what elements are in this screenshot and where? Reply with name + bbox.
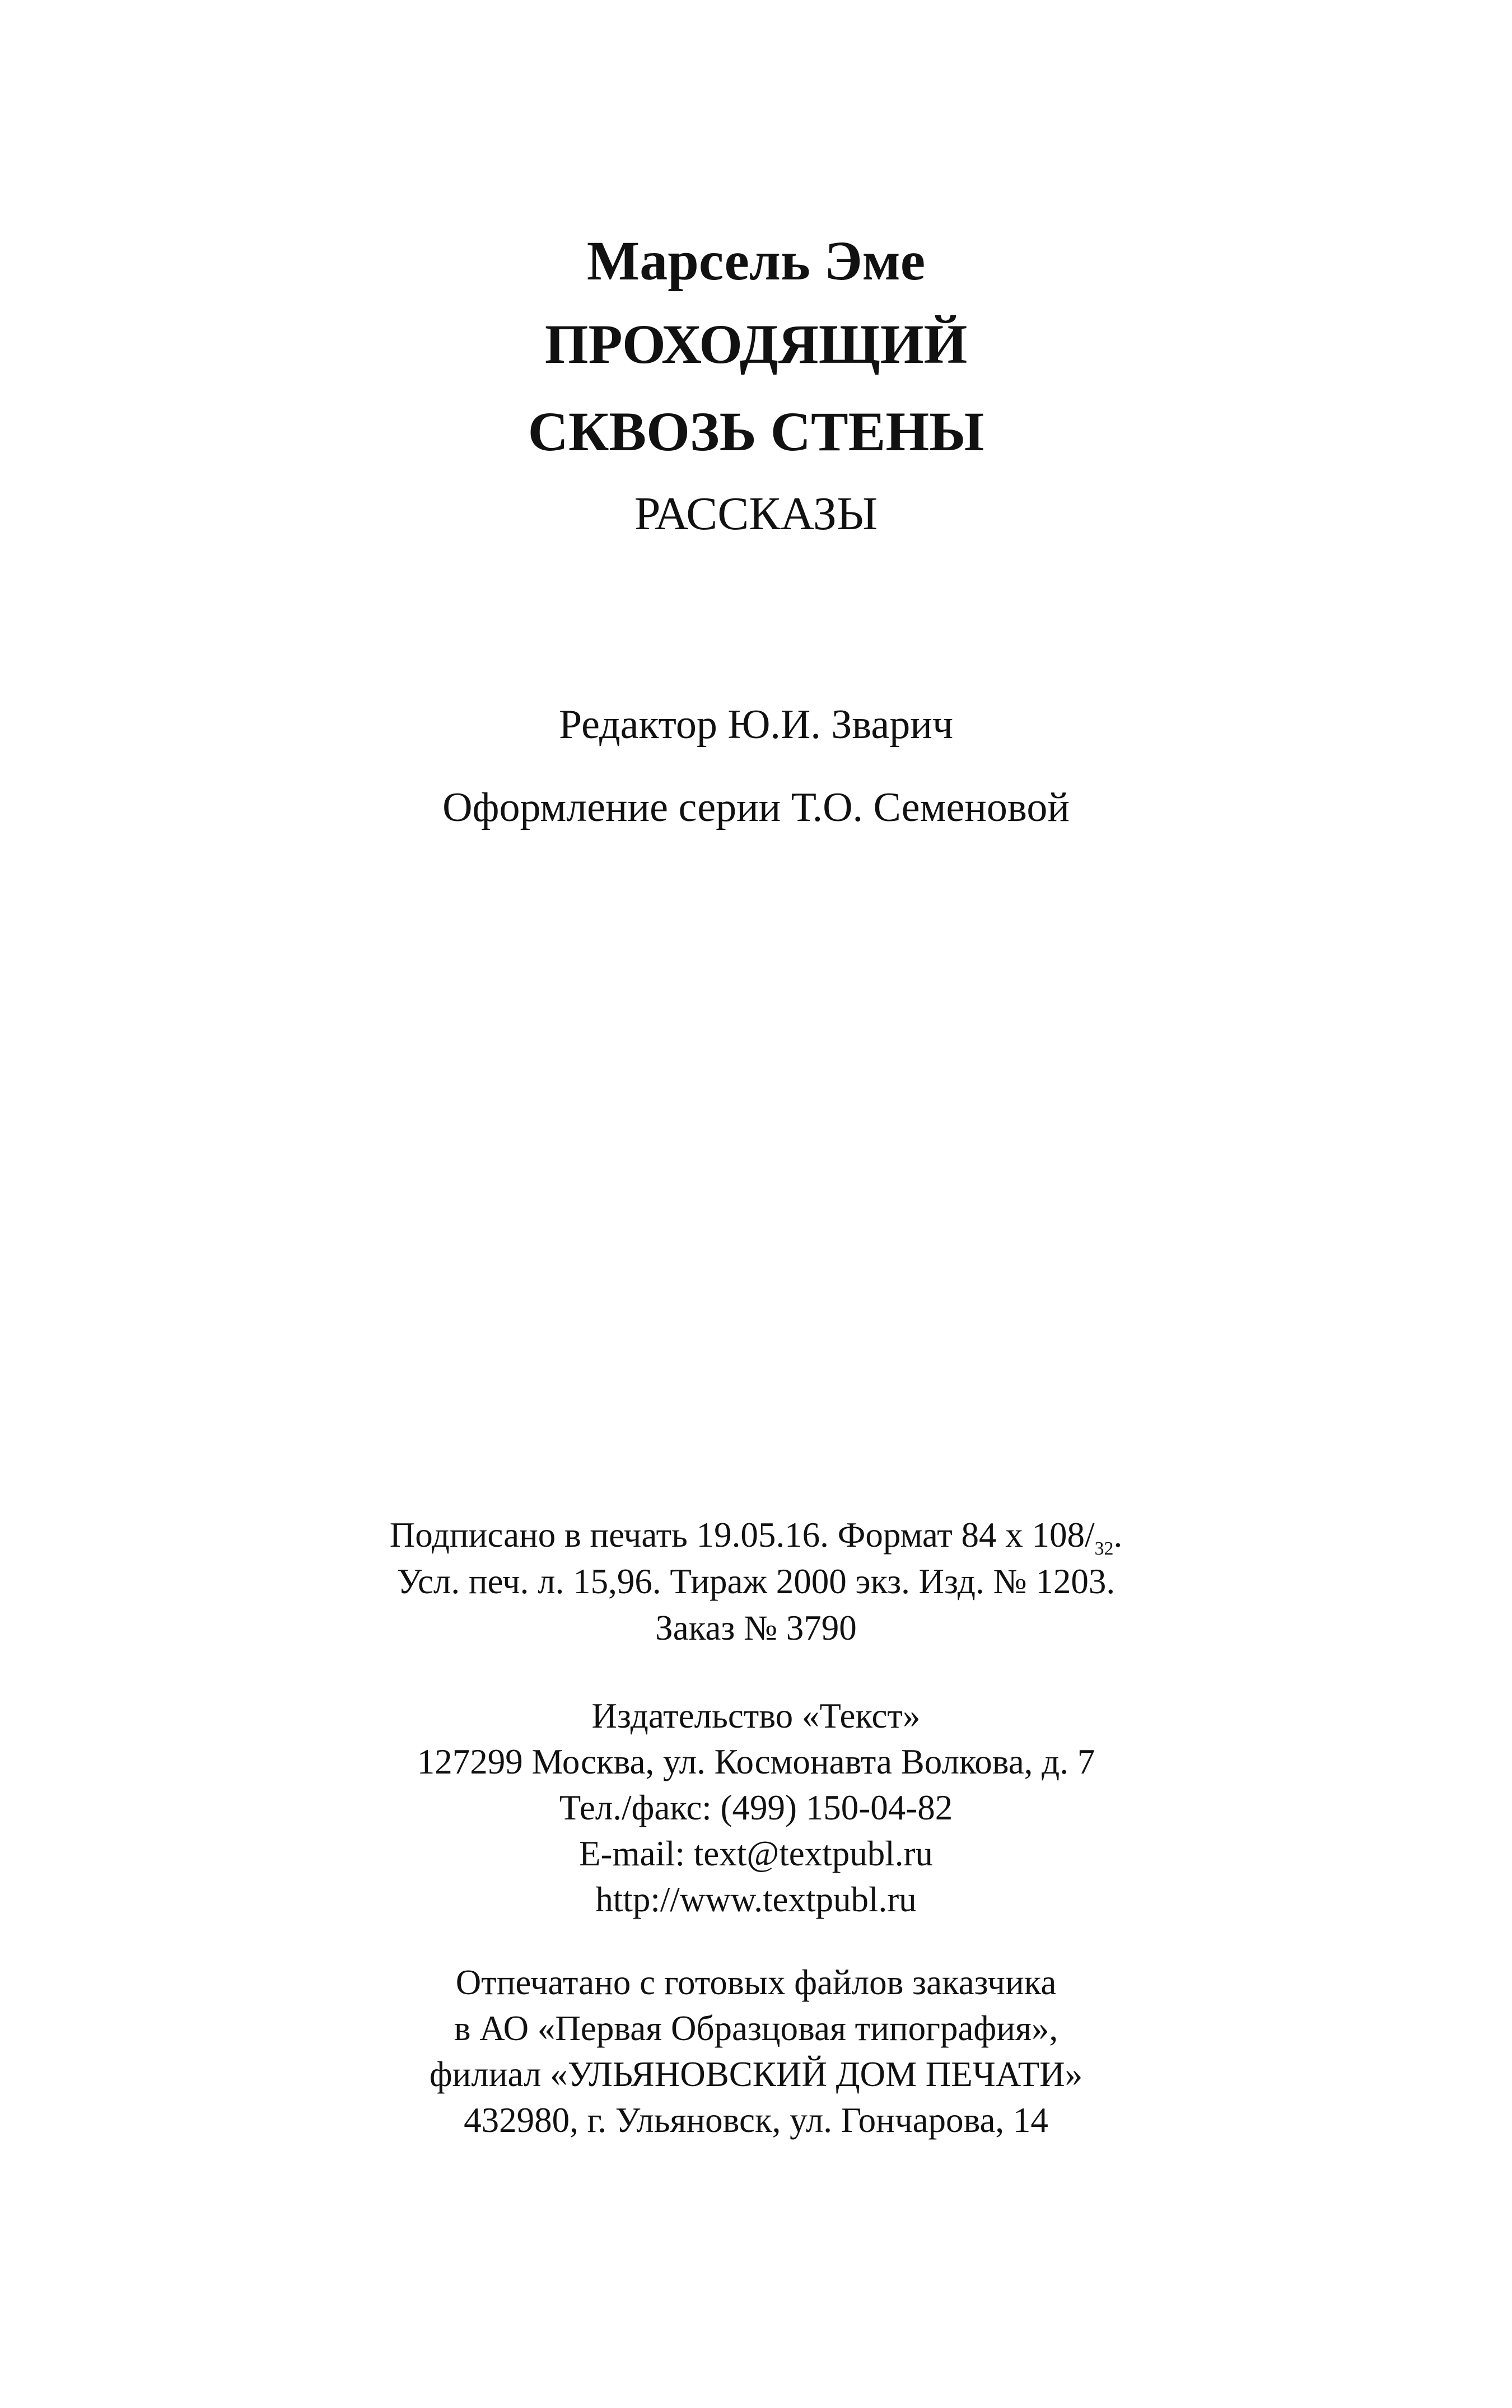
format-denominator: 32	[1094, 1538, 1114, 1559]
printer-line-2: в АО «Первая Образцовая типография»,	[454, 2009, 1058, 2048]
printer-line-3: филиал «УЛЬЯНОВСКИЙ ДОМ ПЕЧАТИ»	[429, 2055, 1083, 2094]
publisher-website: http://www.textpubl.ru	[595, 1880, 917, 1919]
publisher-name: Издательство «Текст»	[591, 1696, 921, 1735]
credits-block	[0, 683, 1512, 849]
editor-credit: Редактор Ю.И. Зварич	[558, 702, 954, 748]
publisher-email: E-mail: text@textpubl.ru	[579, 1834, 933, 1873]
publisher-block	[0, 1693, 1512, 1922]
order-number: Заказ № 3790	[655, 1608, 857, 1648]
book-title-line-2: СКВОЗЬ СТЕНЫ	[528, 400, 984, 463]
author-name: Марсель Эме	[586, 230, 926, 292]
series-design-credit: Оформление серии Т.О. Семеновой	[442, 785, 1070, 830]
printer-line-1: Отпечатано с готовых файлов заказчика	[455, 1963, 1057, 2002]
genre-label: РАССКАЗЫ	[634, 488, 878, 540]
print-signing-line	[0, 1512, 1512, 1558]
book-title-line-1: ПРОХОДЯЩИЙ	[544, 313, 968, 375]
title-block	[0, 221, 1512, 556]
print-signing-text: Подписано в печать 19.05.16. Формат 84 х 108/	[389, 1515, 1095, 1555]
printer-block	[0, 1959, 1512, 2143]
print-signing-end: .	[1113, 1515, 1123, 1555]
imprint-block	[0, 1512, 1512, 1651]
publisher-phone: Тел./факс: (499) 150-04-82	[559, 1788, 953, 1827]
print-sheets-line: Усл. печ. л. 15,96. Тираж 2000 экз. Изд. № 1203.	[396, 1562, 1116, 1601]
printer-line-4: 432980, г. Ульяновск, ул. Гончарова, 14	[464, 2101, 1048, 2140]
publisher-address: 127299 Москва, ул. Космонавта Волкова, д. 7	[417, 1742, 1095, 1781]
